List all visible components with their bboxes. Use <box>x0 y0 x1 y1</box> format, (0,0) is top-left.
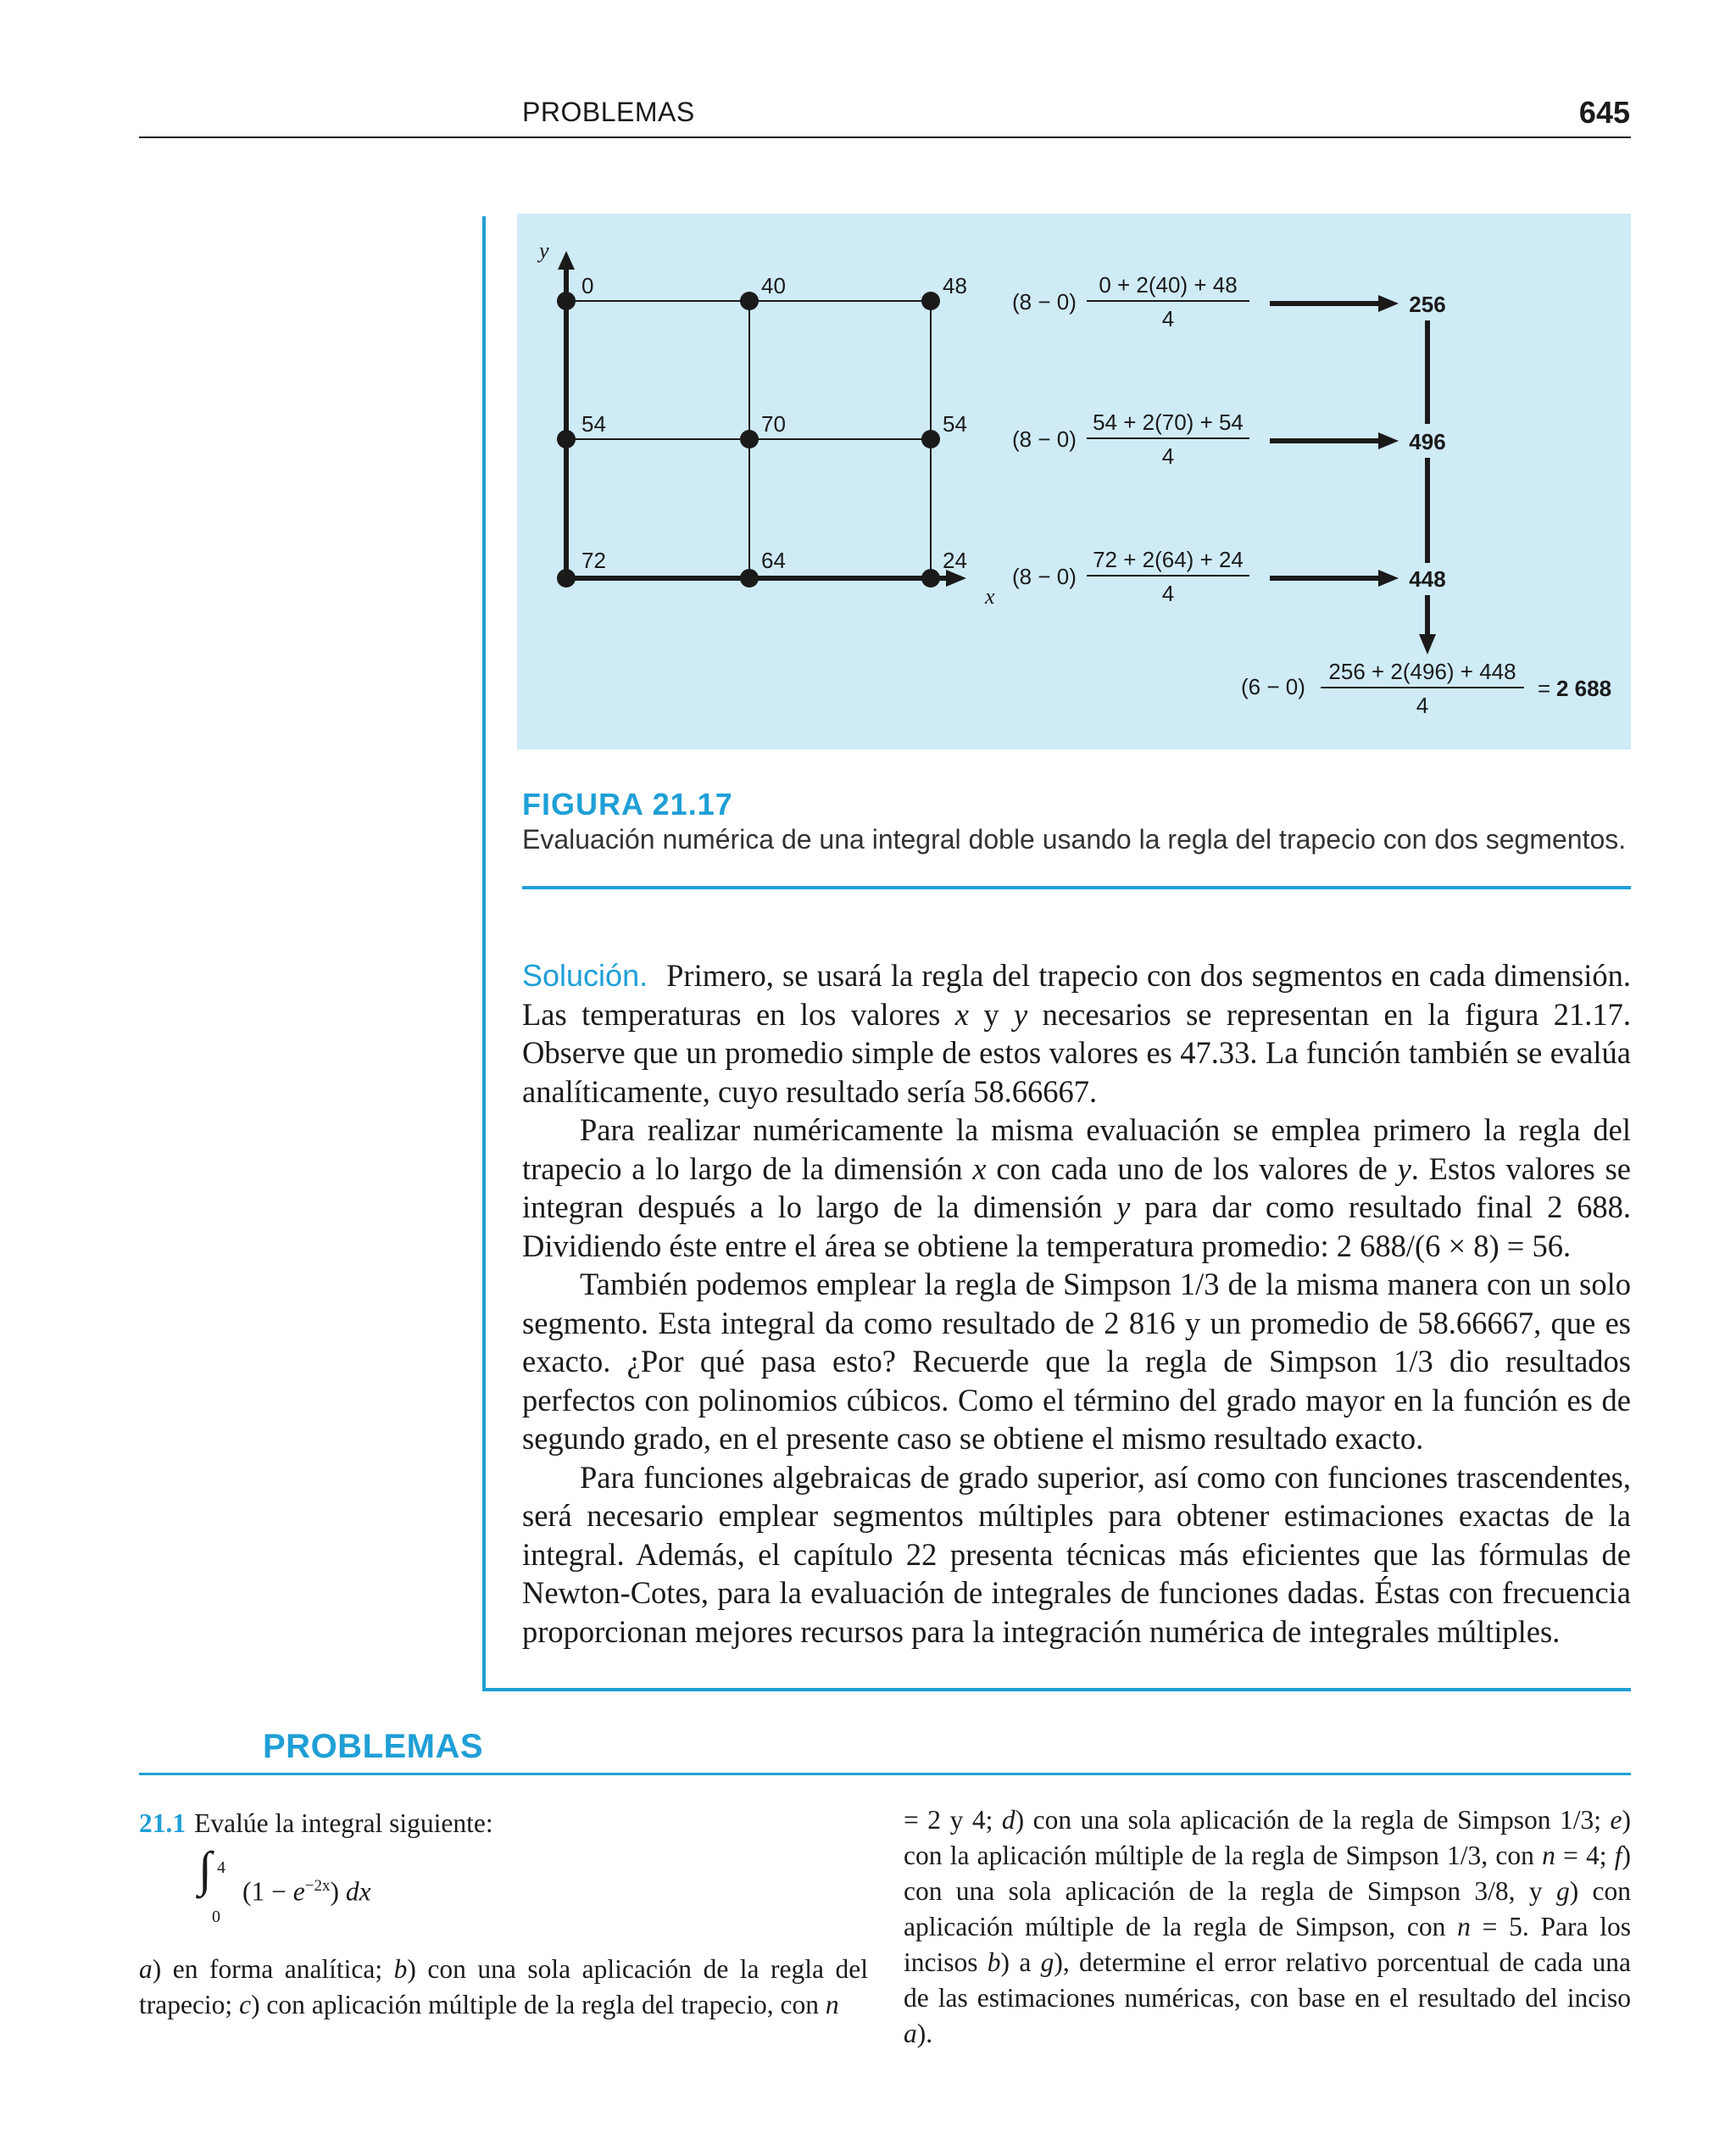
part-letter: d <box>1001 1805 1015 1835</box>
row-result: 256 <box>1409 292 1446 317</box>
text-run: ) con aplicación múltiple de la regla del trapecio, con <box>251 1990 826 2019</box>
text-run: = 4; <box>1555 1841 1615 1870</box>
row-formula-2 <box>1012 409 1249 469</box>
text-run: con cada uno de los valores de <box>986 1150 1398 1186</box>
grid-point <box>557 569 576 588</box>
formula-prefix: (8 − 0) <box>1012 426 1077 452</box>
var-n: n <box>1457 1912 1471 1941</box>
y-axis-arrow <box>558 251 575 270</box>
figure-label: FIGURA 21.17 <box>522 787 733 822</box>
page-number: 645 <box>1578 95 1630 130</box>
problem-intro <box>139 1806 868 1841</box>
grid-point <box>921 292 940 310</box>
integrand <box>242 1869 371 1910</box>
text-run: ) con aplicación múltiple de la regla de Simpson, con <box>904 1876 1631 1941</box>
part-letter: c <box>239 1990 252 2019</box>
integral-lower-limit: 0 <box>212 1908 220 1926</box>
row-formula-3 <box>1012 547 1249 606</box>
grid-value: 70 <box>761 411 786 437</box>
var-y: y <box>1014 996 1028 1032</box>
formula-denominator: 4 <box>1161 306 1175 331</box>
grid-point <box>557 292 576 310</box>
solution-paragraph: Para funciones algebraicas de grado superior, así como con funciones trascendentes, será necesario emplear segmentos múltiples para obtener estimaciones exactas de la integral. Además, el capítulo 22 presenta técnicas más eficientes que las fórmulas de Newton-Cotes, para la evaluación de integrales de funciones dadas. Éstas con frecuencia proporcionan mejores recursos para la integración numérica de integrales múltiples. <box>522 1459 1631 1649</box>
text-run: = 2 y 4; <box>904 1805 1002 1835</box>
problems-right-column <box>904 1802 1631 2052</box>
part-letter: f <box>1614 1841 1622 1870</box>
figure-rule <box>522 886 1631 889</box>
grid-value: 54 <box>943 411 967 437</box>
integral-expression <box>198 1841 868 1940</box>
text-run: ) con una sola aplicación de la regla de Simpson 1/3; <box>1015 1805 1611 1835</box>
var-x: x <box>972 1150 987 1186</box>
grid-value: 24 <box>943 548 967 573</box>
problems-left-column <box>139 1806 868 2023</box>
text-run: para dar como resultado final 2 688. Dividiendo éste entre el área se obtiene la temperatura promedio: 2 688/(6 × 8) = 56. <box>522 1189 1631 1263</box>
var-y: y <box>1116 1189 1131 1224</box>
grid-value: 0 <box>581 273 594 298</box>
integral-upper-limit: 4 <box>217 1858 225 1877</box>
problem-parts-right <box>904 1802 1631 2052</box>
var-x: x <box>954 996 969 1032</box>
part-letter: g <box>1555 1876 1570 1906</box>
text-run: ), determine el error relativo porcentual de cada una de las estimaciones numéricas, con base en el resultado del inciso <box>904 1947 1631 2013</box>
var-y: y <box>1397 1150 1411 1186</box>
part-letter: g <box>1040 1947 1054 1977</box>
text-run: y <box>968 996 1015 1032</box>
formula-prefix: (8 − 0) <box>1012 564 1077 589</box>
final-formula <box>1241 659 1611 718</box>
grid-value: 48 <box>943 273 967 298</box>
formula-equals: = <box>1538 676 1551 701</box>
solution-paragraph <box>522 1111 1631 1265</box>
part-letter: e <box>1610 1805 1622 1835</box>
grid-value: 72 <box>581 548 606 573</box>
solution-paragraph <box>522 956 1631 1111</box>
final-result: 2 688 <box>1556 676 1612 701</box>
row-result: 496 <box>1409 429 1446 454</box>
problem-parts-left <box>139 1952 868 2023</box>
row-formula-1 <box>1012 272 1249 331</box>
part-letter: b <box>987 1947 1001 1977</box>
formula-prefix: (6 − 0) <box>1241 674 1305 699</box>
result-arrows <box>1270 295 1436 654</box>
grid-value: 40 <box>761 273 786 298</box>
formula-prefix: (8 − 0) <box>1012 289 1077 315</box>
grid-point <box>740 430 759 448</box>
exponent: −2x <box>304 1877 331 1895</box>
formula-denominator: 4 <box>1161 443 1175 469</box>
grid-value: 54 <box>581 411 606 437</box>
problem-number: 21.1 <box>139 1808 186 1838</box>
text-run: ) con una sola aplicación de la regla de Simpson 3/8, y <box>904 1841 1631 1906</box>
solution-text <box>522 956 1631 1651</box>
running-head: PROBLEMAS <box>522 97 695 127</box>
y-axis-label: y <box>539 238 549 263</box>
text-run: necesarios se representan en la figura 21.17. Observe que un promedio simple de estos valores es 47.33. La función también se evalúa analíticamente, cuyo resultado sería 58.66667. <box>522 996 1632 1109</box>
text-run: ) con una sola aplicación de la regla del trapecio; <box>139 1954 868 2019</box>
part-letter: b <box>393 1954 408 1984</box>
example-box-left-rule <box>482 216 486 1690</box>
grid-point <box>740 292 759 310</box>
figure-diagram <box>517 214 1631 749</box>
part-letter: a <box>904 2019 917 2048</box>
problems-title: PROBLEMAS <box>263 1728 484 1765</box>
text-run: Primero, se usará la regla del trapecio con dos segmentos en cada dimensión. Las temperaturas en los valores <box>522 958 1631 1032</box>
var-dx: dx <box>345 1876 371 1907</box>
var-n: n <box>825 1990 839 2019</box>
solution-heading: Solución. <box>522 958 648 993</box>
grid-value: 64 <box>761 548 786 573</box>
formula-numerator: 256 + 2(496) + 448 <box>1328 659 1516 684</box>
grid-point <box>740 569 759 588</box>
text-run: ). <box>916 2019 933 2048</box>
text-run: ) con la aplicación múltiple de la regla de Simpson 1/3, con <box>904 1805 1631 1870</box>
formula-numerator: 0 + 2(40) + 48 <box>1099 272 1238 298</box>
example-box-bottom-rule <box>482 1688 1631 1691</box>
integral-sign-icon: ∫ <box>198 1841 212 1897</box>
text-run: (1 − <box>242 1876 293 1907</box>
grid-point <box>921 569 940 588</box>
formula-denominator: 4 <box>1161 581 1175 606</box>
row-result: 448 <box>1409 566 1446 592</box>
figure-caption: Evaluación numérica de una integral doble usando la regla del trapecio con dos segmentos. <box>522 824 1627 855</box>
text-run: . Estos valores se integran después a lo largo de la dimensión <box>522 1150 1631 1224</box>
grid-point <box>921 430 940 448</box>
solution-paragraph: También podemos emplear la regla de Simpson 1/3 de la misma manera con un solo segmento. Esta integral da como resultado de 2 816 y un promedio de 58.66667, que es exacto. ¿Por qué pasa esto? Recuerde que la regla de Simpson 1/3 dio resultados perfectos con polinomios cúbicos. Como el término del grado mayor en la función es de segundo grado, en el presente caso se obtiene el mismo resultado exacto. <box>522 1267 1631 1456</box>
text-run: ) a <box>1000 1947 1041 1977</box>
text-run: = 5. Para los incisos <box>904 1912 1631 1977</box>
text-run: Evalúe la integral siguiente: <box>194 1808 493 1838</box>
text-run: ) en forma analítica; <box>152 1954 394 1984</box>
formula-numerator: 72 + 2(64) + 24 <box>1093 547 1244 572</box>
x-axis-label: x <box>985 584 995 609</box>
var-n: n <box>1542 1841 1555 1870</box>
problems-rule <box>139 1773 1631 1775</box>
part-letter: a <box>139 1954 153 1984</box>
text-run: ) <box>330 1876 346 1907</box>
text-run: Para realizar numéricamente la misma evaluación se emplea primero la regla del trapecio a lo largo de la dimensión <box>522 1112 1631 1186</box>
formula-numerator: 54 + 2(70) + 54 <box>1093 409 1244 435</box>
header-rule <box>139 136 1631 138</box>
var-e: e <box>292 1876 305 1907</box>
grid-point <box>557 430 576 448</box>
formula-denominator: 4 <box>1416 693 1429 718</box>
